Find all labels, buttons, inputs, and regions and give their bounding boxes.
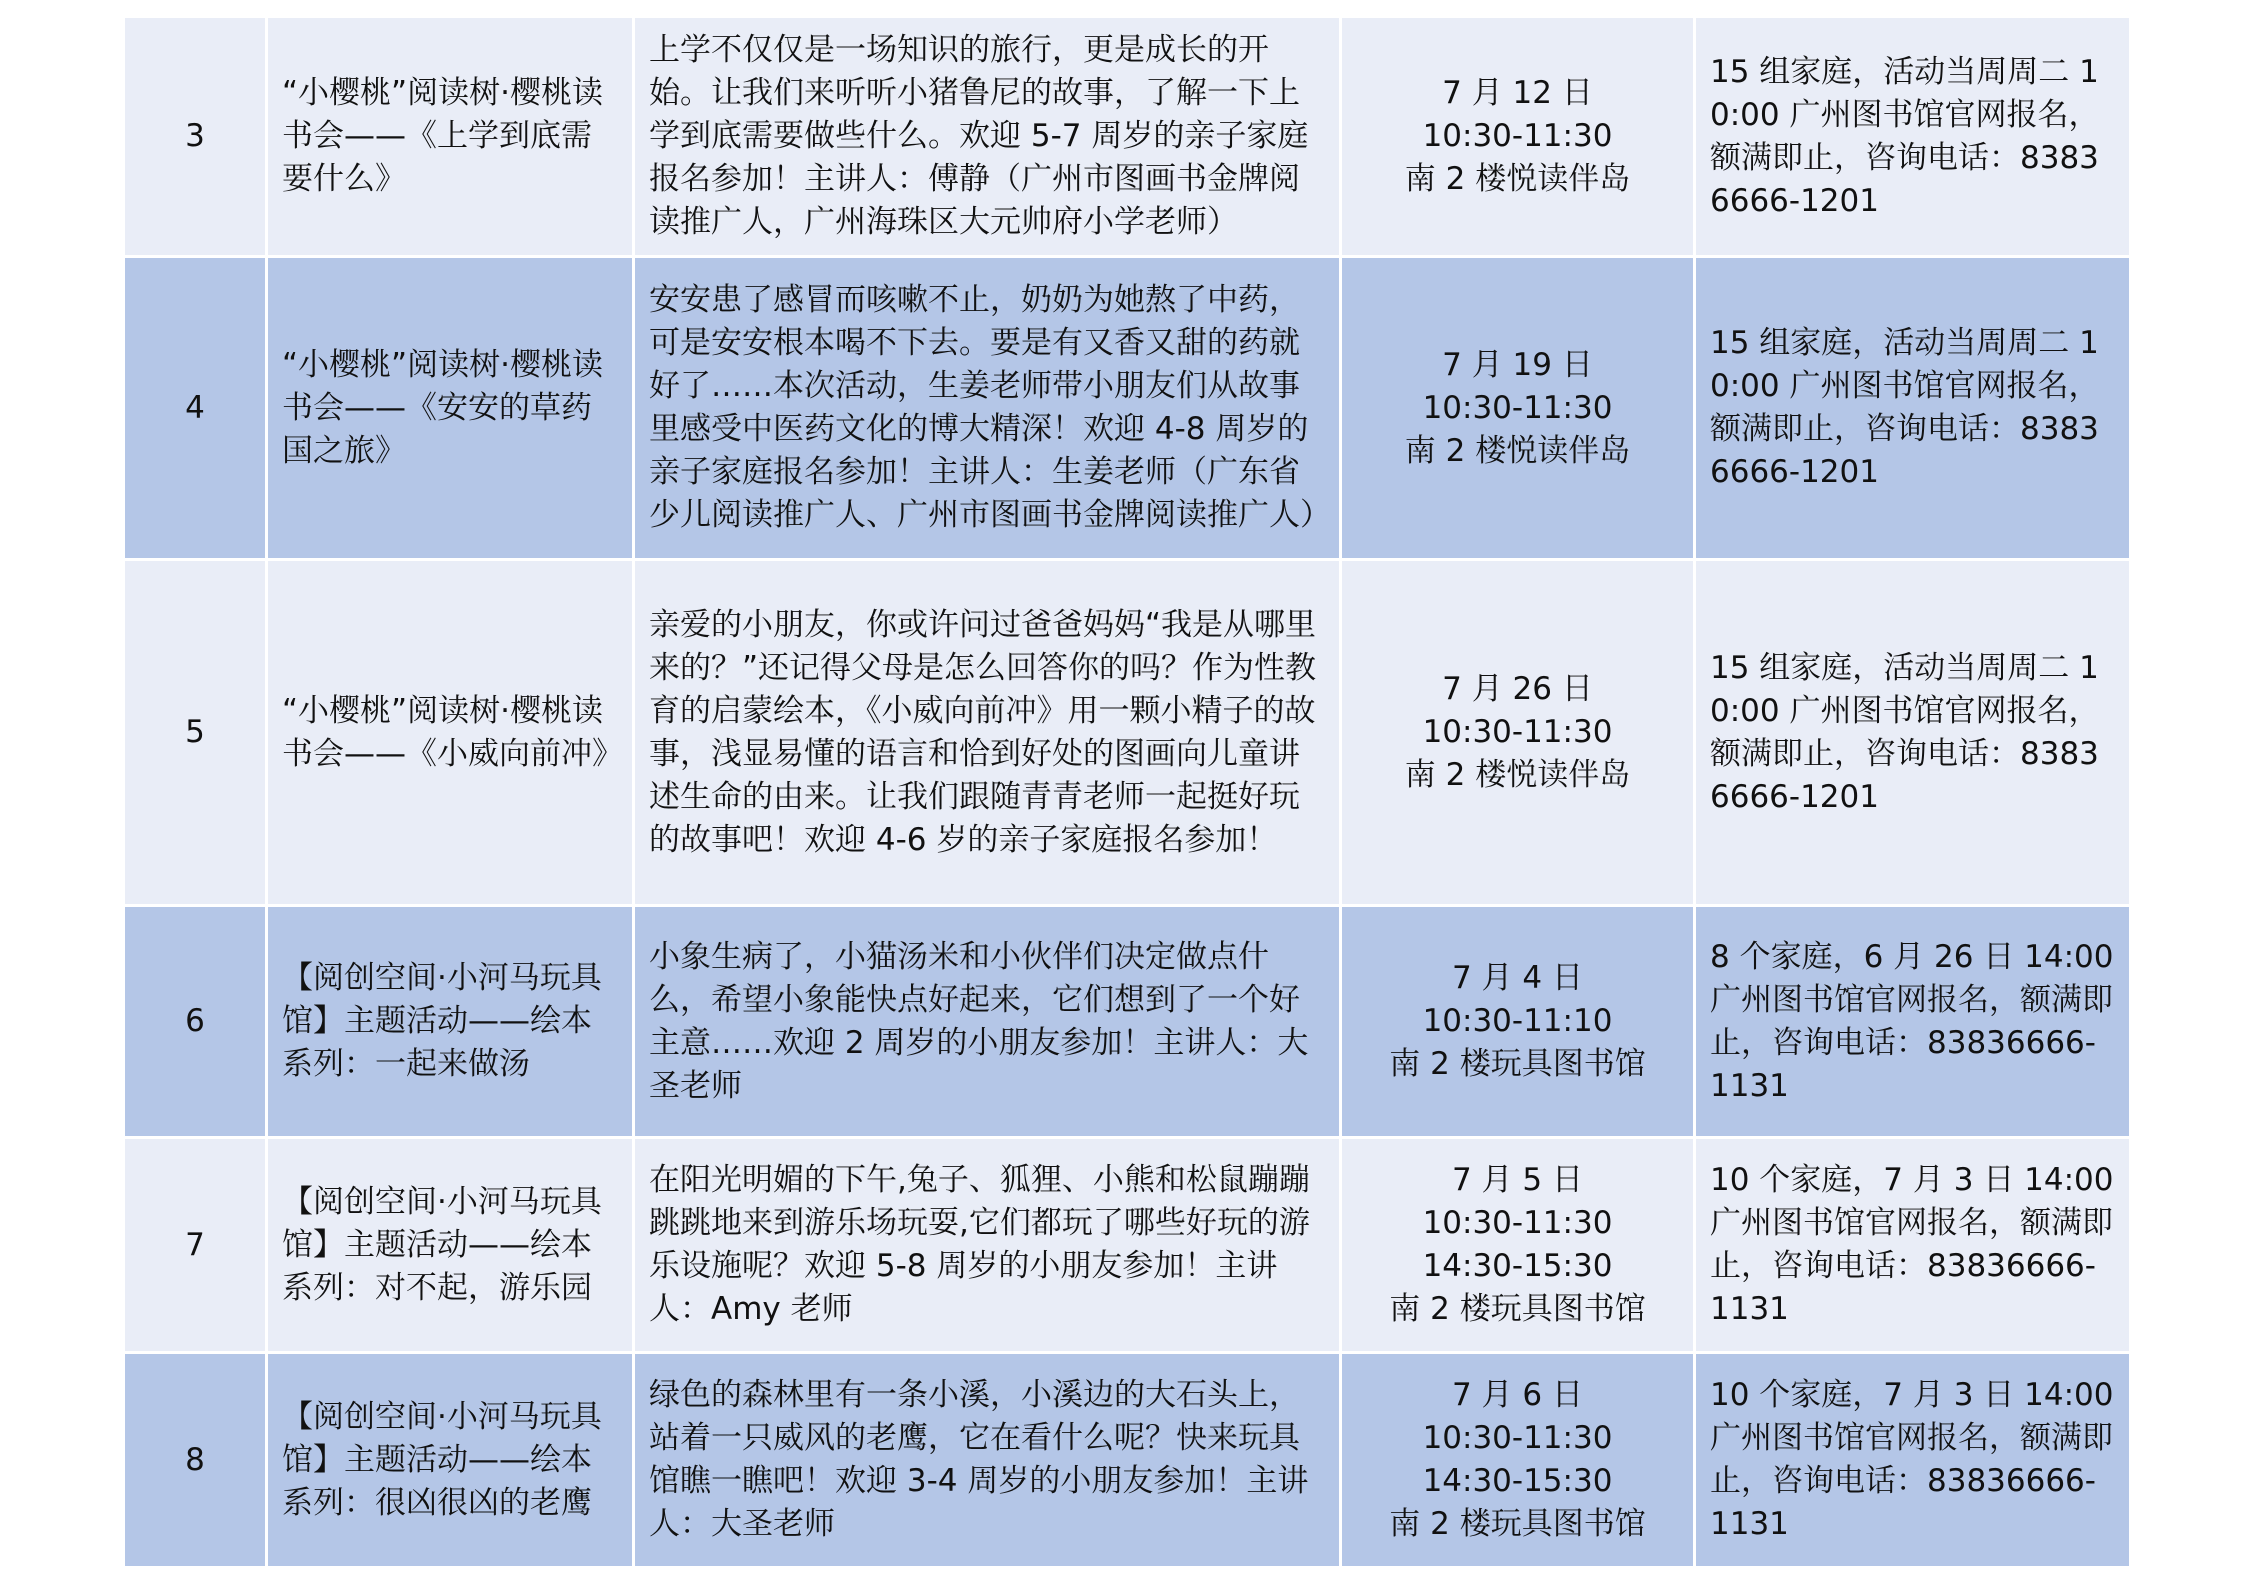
time-line: 14:30-15:30 — [1422, 1463, 1613, 1499]
activity-description: 小象生病了，小猫汤米和小伙伴们决定做点什么，希望小象能快点好起来，它们想到了一个好主意……欢迎 2 周岁的小朋友参加！主讲人：大圣老师 — [634, 906, 1341, 1138]
time-line: 南 2 楼悦读伴岛 — [1404, 432, 1631, 469]
signup-info: 8 个家庭，6 月 26 日 14:00 广州图书馆官网报名，额满即止，咨询电话：83836666-1131 — [1695, 906, 2131, 1138]
time-line: 7 月 12 日 — [1442, 75, 1593, 111]
activity-title: “小樱桃”阅读树·樱桃读书会——《上学到底需要什么》 — [267, 17, 634, 257]
activity-time-place — [1341, 17, 1695, 257]
row-number: 8 — [124, 1353, 267, 1568]
time-line: 10:30-11:30 — [1422, 1420, 1613, 1456]
row-number: 6 — [124, 906, 267, 1138]
activity-title: “小樱桃”阅读树·樱桃读书会——《小威向前冲》 — [267, 560, 634, 906]
activity-time-place — [1341, 257, 1695, 560]
activity-description: 上学不仅仅是一场知识的旅行，更是成长的开始。让我们来听听小猪鲁尼的故事，了解一下上学到底需要做些什么。欢迎 5-7 周岁的亲子家庭报名参加！主讲人：傅静（广州市图画书金牌阅读推广人，广州海珠区大元帅府小学老师） — [634, 17, 1341, 257]
signup-info: 10 个家庭，7 月 3 日 14:00 广州图书馆官网报名，额满即止，咨询电话：83836666-1131 — [1695, 1138, 2131, 1353]
activity-description: 安安患了感冒而咳嗽不止，奶奶为她熬了中药，可是安安根本喝不下去。要是有又香又甜的药就好了……本次活动，生姜老师带小朋友们从故事里感受中医药文化的博大精深！欢迎 4-8 周岁的亲子家庭报名参加！主讲人：生姜老师（广东省少儿阅读推广人、广州市图画书金牌阅读推广人） — [634, 257, 1341, 560]
row-number: 5 — [124, 560, 267, 906]
table-row — [124, 906, 2131, 1138]
signup-info: 15 组家庭，活动当周周二 10:00 广州图书馆官网报名，额满即止，咨询电话：83836666-1201 — [1695, 17, 2131, 257]
row-number: 7 — [124, 1138, 267, 1353]
activity-title: 【阅创空间·小河马玩具馆】主题活动——绘本系列：一起来做汤 — [267, 906, 634, 1138]
time-line: 7 月 5 日 — [1451, 1162, 1583, 1198]
row-number: 4 — [124, 257, 267, 560]
activity-description: 在阳光明媚的下午,兔子、狐狸、小熊和松鼠蹦蹦跳跳地来到游乐场玩耍,它们都玩了哪些好玩的游乐设施呢？欢迎 5-8 周岁的小朋友参加！主讲人：Amy 老师 — [634, 1138, 1341, 1353]
time-line: 7 月 19 日 — [1442, 346, 1593, 383]
activity-time-place — [1341, 1138, 1695, 1353]
time-line: 7 月 6 日 — [1451, 1377, 1583, 1413]
time-line: 14:30-15:30 — [1422, 1248, 1613, 1284]
signup-info: 10 个家庭，7 月 3 日 14:00 广州图书馆官网报名，额满即止，咨询电话：83836666-1131 — [1695, 1353, 2131, 1568]
time-line: 南 2 楼玩具图书馆 — [1389, 1046, 1646, 1082]
table-row — [124, 17, 2131, 257]
activity-time-place — [1341, 1353, 1695, 1568]
table-row — [124, 1353, 2131, 1568]
time-line: 10:30-11:30 — [1422, 714, 1613, 750]
time-line: 10:30-11:30 — [1422, 1205, 1613, 1241]
activity-title: “小樱桃”阅读树·樱桃读书会——《安安的草药国之旅》 — [267, 257, 634, 560]
activity-time-place — [1341, 560, 1695, 906]
activity-time-place — [1341, 906, 1695, 1138]
activity-title: 【阅创空间·小河马玩具馆】主题活动——绘本系列：很凶很凶的老鹰 — [267, 1353, 634, 1568]
activity-description: 绿色的森林里有一条小溪，小溪边的大石头上，站着一只威风的老鹰，它在看什么呢？快来玩具馆瞧一瞧吧！欢迎 3-4 周岁的小朋友参加！主讲人：大圣老师 — [634, 1353, 1341, 1568]
time-line: 10:30-11:10 — [1422, 1003, 1613, 1039]
activity-description: 亲爱的小朋友，你或许问过爸爸妈妈“我是从哪里来的？”还记得父母是怎么回答你的吗？作为性教育的启蒙绘本，《小威向前冲》用一颗小精子的故事，浅显易懂的语言和恰到好处的图画向儿童讲述生命的由来。让我们跟随青青老师一起挺好玩的故事吧！欢迎 4-6 岁的亲子家庭报名参加！ — [634, 560, 1341, 906]
time-line: 7 月 4 日 — [1451, 960, 1583, 996]
time-line: 南 2 楼悦读伴岛 — [1404, 757, 1631, 793]
table-row — [124, 257, 2131, 560]
time-line: 南 2 楼玩具图书馆 — [1389, 1291, 1646, 1327]
time-line: 南 2 楼玩具图书馆 — [1389, 1506, 1646, 1542]
events-table — [122, 15, 2132, 1569]
time-line: 10:30-11:30 — [1422, 389, 1613, 426]
signup-info: 15 组家庭，活动当周周二 10:00 广州图书馆官网报名，额满即止，咨询电话：83836666-1201 — [1695, 257, 2131, 560]
activity-title: 【阅创空间·小河马玩具馆】主题活动——绘本系列：对不起，游乐园 — [267, 1138, 634, 1353]
time-line: 7 月 26 日 — [1442, 671, 1593, 707]
time-line: 南 2 楼悦读伴岛 — [1404, 161, 1631, 197]
time-line: 10:30-11:30 — [1422, 118, 1613, 154]
signup-info: 15 组家庭，活动当周周二 10:00 广州图书馆官网报名，额满即止，咨询电话：83836666-1201 — [1695, 560, 2131, 906]
table-row — [124, 560, 2131, 906]
row-number: 3 — [124, 17, 267, 257]
table-row — [124, 1138, 2131, 1353]
